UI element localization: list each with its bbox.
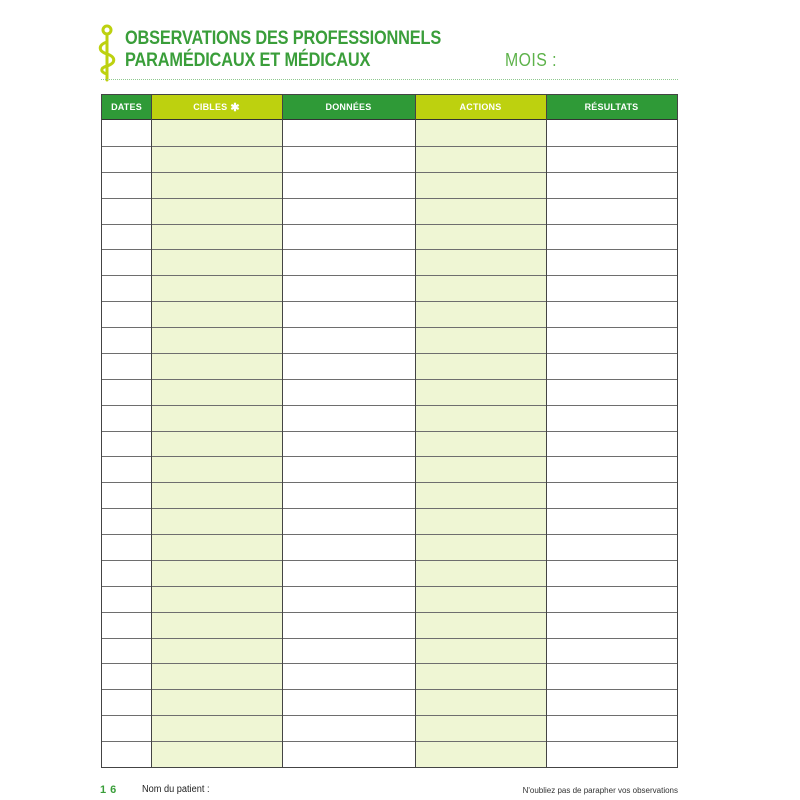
asterisk-icon: ✱	[230, 101, 240, 114]
column-header-dates-label: DATES	[111, 102, 142, 112]
footer-note: N'oubliez pas de parapher vos observations	[522, 786, 678, 795]
table-row-line	[102, 275, 677, 276]
column-divider	[151, 95, 152, 767]
table-row-line	[102, 586, 677, 587]
table-row-line	[102, 663, 677, 664]
page-title-line-2: PARAMÉDICAUX ET MÉDICAUX	[125, 50, 371, 71]
table-row-line	[102, 172, 677, 173]
caduceus-icon	[94, 24, 120, 82]
table-row-line	[102, 224, 677, 225]
table-row-line	[102, 353, 677, 354]
title-divider	[101, 79, 678, 80]
table-row-line	[102, 405, 677, 406]
table-row-line	[102, 198, 677, 199]
column-divider	[282, 95, 283, 767]
table-row-line	[102, 689, 677, 690]
table-row-line	[102, 508, 677, 509]
table-row-line	[102, 146, 677, 147]
table-row-line	[102, 715, 677, 716]
table-row-line	[102, 741, 677, 742]
table-row-line	[102, 327, 677, 328]
page-title	[125, 28, 441, 72]
table-row-line	[102, 301, 677, 302]
table-row-line	[102, 612, 677, 613]
observations-table	[101, 94, 678, 768]
page-title-line-1: OBSERVATIONS DES PROFESSIONNELS	[125, 28, 442, 49]
column-header-actions	[415, 95, 546, 120]
column-header-resultats-label: RÉSULTATS	[584, 102, 639, 112]
table-row-line	[102, 456, 677, 457]
column-header-cibles-label: CIBLES	[193, 102, 228, 112]
column-header-donnees-label: DONNÉES	[325, 102, 372, 112]
column-divider	[546, 95, 547, 767]
column-divider	[415, 95, 416, 767]
table-row-line	[102, 482, 677, 483]
page-number: 16	[100, 784, 121, 796]
column-header-dates	[102, 95, 151, 120]
table-row-line	[102, 560, 677, 561]
table-row-line	[102, 638, 677, 639]
table-row-line	[102, 534, 677, 535]
table-row-line	[102, 379, 677, 380]
table-body	[102, 120, 677, 767]
column-header-resultats	[546, 95, 677, 120]
patient-name-label: Nom du patient :	[142, 784, 210, 795]
column-header-cibles	[151, 95, 282, 120]
column-header-donnees	[282, 95, 415, 120]
column-header-actions-label: ACTIONS	[459, 102, 502, 112]
table-row-line	[102, 249, 677, 250]
month-label: MOIS :	[505, 50, 557, 70]
table-row-line	[102, 431, 677, 432]
